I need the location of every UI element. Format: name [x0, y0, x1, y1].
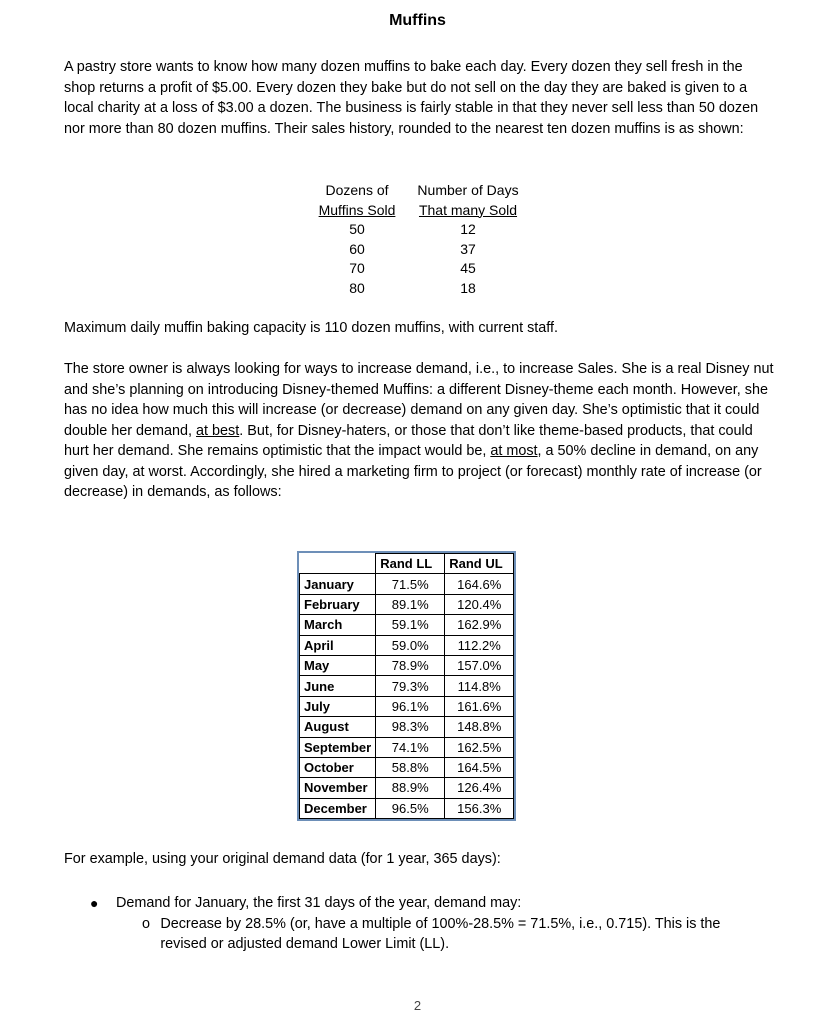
sales-cell: 70	[349, 260, 365, 276]
bullet-text: Demand for January, the first 31 days of the year, demand may:	[116, 895, 522, 911]
sales-cell: 37	[460, 240, 476, 257]
sales-header-cell: Number of Days	[417, 182, 519, 198]
disney-text-c: , a 50% decline in demand, on any given day, at worst. Accordingly, she hired a marketing firm to project (or forecast) monthly rate of increase (or decrease) in demands, as follows:	[64, 443, 762, 500]
ll-cell: 71.5%	[376, 574, 445, 594]
ul-cell: 148.8%	[445, 717, 514, 737]
month-cell: July	[300, 696, 376, 716]
disney-text-b: . But, for Disney-haters, or those that don’t like theme-based products, that could hurt her demand. She remains optimistic that the impact would be,	[64, 422, 753, 459]
rates-row	[300, 574, 514, 594]
page-title: Muffins	[389, 12, 446, 29]
month-cell: June	[300, 676, 376, 696]
rates-row	[300, 696, 514, 716]
ll-cell: 98.3%	[376, 717, 445, 737]
intro-paragraph: A pastry store wants to know how many dozen muffins to bake each day. Every dozen they sell fresh in the shop returns a profit of $5.00. Every dozen they bake but do not sell on the day they are baked is given to a local charity at a loss of $3.00 a dozen. The business is fairly stable in that they never sell less than 50 dozen nor more than 80 dozen muffins. Their sales history, rounded to the nearest ten dozen muffins is as shown:	[64, 59, 759, 137]
ll-cell: 96.5%	[376, 798, 445, 818]
rates-header-empty	[300, 554, 376, 574]
ul-cell: 162.5%	[445, 737, 514, 757]
sales-cell: 80	[349, 279, 365, 296]
month-cell: February	[300, 594, 376, 614]
ll-cell: 89.1%	[376, 594, 445, 614]
sub-bullet-item	[142, 914, 762, 955]
ul-cell: 164.6%	[445, 574, 514, 594]
sales-row	[314, 259, 522, 279]
bullet-dot-icon: ●	[90, 895, 99, 911]
ul-cell: 112.2%	[445, 635, 514, 655]
at-most-text: at most	[490, 443, 538, 459]
rates-row	[300, 655, 514, 675]
monthly-rates-table	[299, 553, 514, 819]
ul-cell: 120.4%	[445, 594, 514, 614]
ll-cell: 79.3%	[376, 676, 445, 696]
month-cell: November	[300, 778, 376, 798]
ul-cell: 157.0%	[445, 655, 514, 675]
ll-cell: 78.9%	[376, 655, 445, 675]
rates-row	[300, 717, 514, 737]
month-cell: April	[300, 635, 376, 655]
month-cell: December	[300, 798, 376, 818]
rates-row	[300, 615, 514, 635]
sales-row	[314, 279, 522, 299]
month-cell: January	[300, 574, 376, 594]
sales-header-cell: That many Sold	[418, 201, 518, 218]
ul-cell: 164.5%	[445, 757, 514, 777]
rates-row	[300, 778, 514, 798]
sales-cell: 45	[460, 260, 476, 276]
rates-header-row	[300, 554, 514, 574]
rates-row	[300, 635, 514, 655]
rates-row	[300, 594, 514, 614]
capacity-paragraph: Maximum daily muffin baking capacity is 110 dozen muffins, with current staff.	[64, 320, 559, 336]
rates-row	[300, 676, 514, 696]
ul-cell: 114.8%	[445, 676, 514, 696]
rates-row	[300, 757, 514, 777]
sales-header-row-2	[314, 201, 522, 221]
ll-cell: 59.1%	[376, 615, 445, 635]
ul-cell: 156.3%	[445, 798, 514, 818]
page-number: 2	[413, 998, 422, 1013]
ul-cell: 162.9%	[445, 615, 514, 635]
sub-bullet-text: Decrease by 28.5% (or, have a multiple of 100%-28.5% = 71.5%, i.e., 0.715). This is the revised or adjusted demand Lower Limit (LL).	[160, 915, 721, 952]
month-cell: March	[300, 615, 376, 635]
month-cell: August	[300, 717, 376, 737]
ll-cell: 74.1%	[376, 737, 445, 757]
bullet-item	[90, 893, 762, 914]
sales-header-cell: Muffins Sold	[318, 201, 396, 218]
ll-cell: 96.1%	[376, 696, 445, 716]
bullet-list	[90, 893, 762, 955]
sales-cell: 18	[460, 279, 476, 296]
at-best-text: at best	[196, 422, 240, 439]
disney-paragraph	[64, 359, 774, 503]
example-paragraph: For example, using your original demand data (for 1 year, 365 days):	[64, 851, 501, 867]
month-cell: September	[300, 737, 376, 757]
month-cell: May	[300, 655, 376, 675]
sales-cell: 12	[460, 221, 476, 237]
rates-row	[300, 798, 514, 818]
sales-history-table	[314, 181, 522, 298]
ll-cell: 58.8%	[376, 757, 445, 777]
sales-row	[314, 240, 522, 260]
rates-row	[300, 737, 514, 757]
sales-header-cell: Dozens of	[325, 182, 389, 198]
sales-header-row-1	[314, 181, 522, 201]
sales-cell: 50	[349, 221, 365, 237]
sales-row	[314, 220, 522, 240]
ul-cell: 161.6%	[445, 696, 514, 716]
month-cell: October	[300, 757, 376, 777]
rand-ul-header: Rand UL	[445, 554, 514, 574]
ul-cell: 126.4%	[445, 778, 514, 798]
rand-ll-header: Rand LL	[376, 554, 445, 574]
disney-text-a: The store owner is always looking for ways to increase demand, i.e., to increase Sales. She is a real Disney nut and she’s planning on introducing Disney-themed Muffins: a different Disney-theme each month. However, she has no idea how much this will increase (or decrease) demand on any given day. She’s optimistic that it could double her demand,	[64, 361, 774, 439]
ll-cell: 59.0%	[376, 635, 445, 655]
ll-cell: 88.9%	[376, 778, 445, 798]
sales-cell: 60	[349, 240, 365, 257]
sub-bullet-circle-icon: o	[142, 915, 151, 932]
